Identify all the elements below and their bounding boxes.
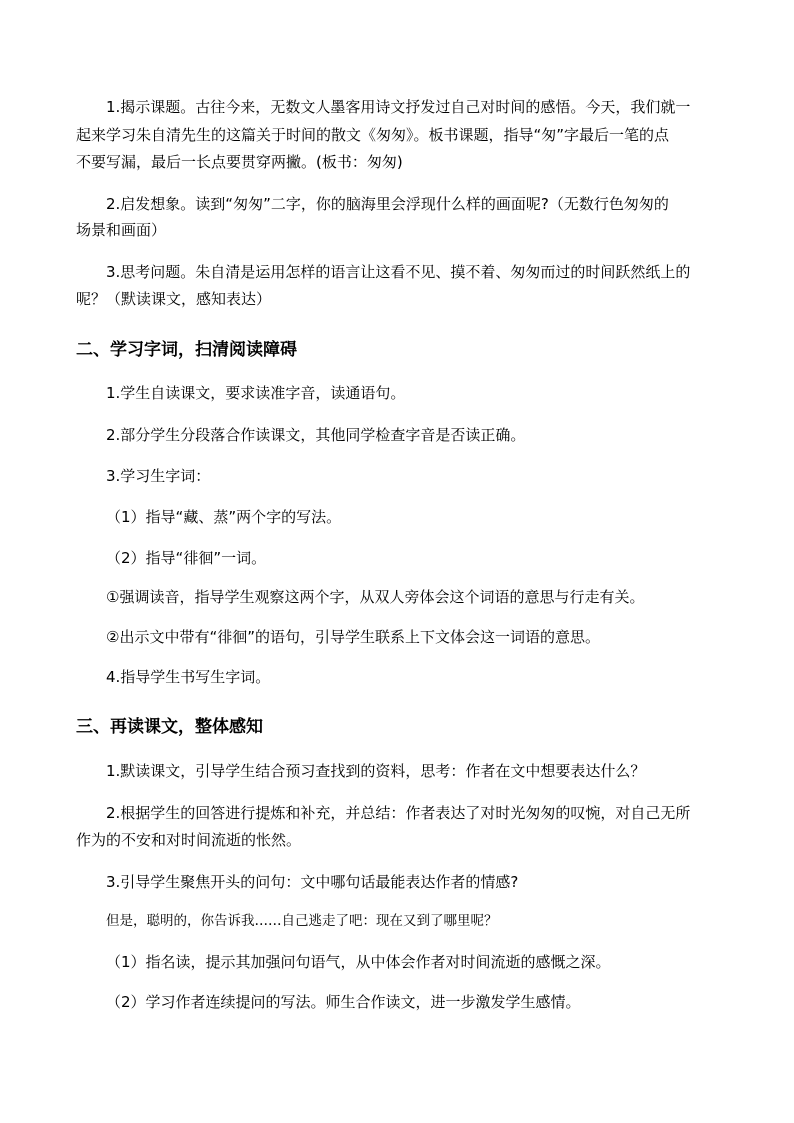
section-heading-vocabulary: 二、学习字词，扫清阅读障碍 [76, 340, 297, 360]
intro-p1-line2: 起来学习朱自清先生的这篇关于时间的散文《匆匆》。板书课题，指导“匆”字最后一笔的点 [76, 126, 670, 144]
vocab-item-3: 3.学习生字词： [106, 467, 211, 485]
intro-p3-line1: 3.思考问题。朱自清是运用怎样的语言让这看不见、摸不着、匆匆而过的时间跃然纸上的 [106, 263, 691, 281]
vocab-point-1: ①强调读音，指导学生观察这两个字，从双人旁体会这个词语的意思与行走有关。 [106, 588, 645, 606]
intro-p2-line1: 2.启发想象。读到“匆匆”二字，你的脑海里会浮现什么样的画面呢?（无数行色匆匆的 [106, 195, 669, 213]
vocab-item-2: 2.部分学生分段落合作读课文，其他同学检查字音是否读正确。 [106, 426, 526, 444]
vocab-subitem-2: （2）指导“徘徊”一词。 [106, 549, 267, 567]
reading-subitem-1: （1）指名读，提示其加强问句语气，从中体会作者对时间流逝的感慨之深。 [106, 953, 611, 971]
quoted-sentence: 但是，聪明的，你告诉我……自己逃走了吧：现在又到了哪里呢？ [106, 913, 498, 929]
vocab-item-1: 1.学生自读课文，要求读准字音，读通语句。 [106, 384, 406, 402]
reading-item-2-line1: 2.根据学生的回答进行提炼和补充，并总结：作者表达了对时光匆匆的叹惋，对自己无所 [106, 804, 691, 822]
reading-item-2-line2: 作为的不安和对时间流逝的怅然。 [76, 831, 302, 849]
vocab-item-4: 4.指导学生书写生字词。 [106, 668, 271, 686]
intro-p1-line3: 不要写漏，最后一长点要贯穿两撇。(板书：匆匆) [76, 153, 403, 171]
reading-subitem-2: （2）学习作者连续提问的写法。师生合作读文，进一步激发学生感情。 [106, 993, 581, 1011]
intro-p3-line2: 呢？（默读课文，感知表达） [76, 290, 272, 308]
vocab-point-2: ②出示文中带有“徘徊”的语句，引导学生联系上下文体会这一词语的意思。 [106, 628, 600, 646]
intro-p2-line2: 场景和画面） [76, 221, 167, 239]
intro-p1-line1: 1.揭示课题。古往今来，无数文人墨客用诗文抒发过自己对时间的感悟。今天，我们就一 [106, 98, 691, 116]
reading-item-1: 1.默读课文，引导学生结合预习查找到的资料，思考：作者在文中想要表达什么？ [106, 762, 646, 780]
reading-item-3: 3.引导学生聚焦开头的问句：文中哪句话最能表达作者的情感? [106, 873, 519, 891]
section-heading-overall-reading: 三、再读课文，整体感知 [76, 717, 263, 737]
vocab-subitem-1: （1）指导“藏、蒸”两个字的写法。 [106, 508, 342, 526]
